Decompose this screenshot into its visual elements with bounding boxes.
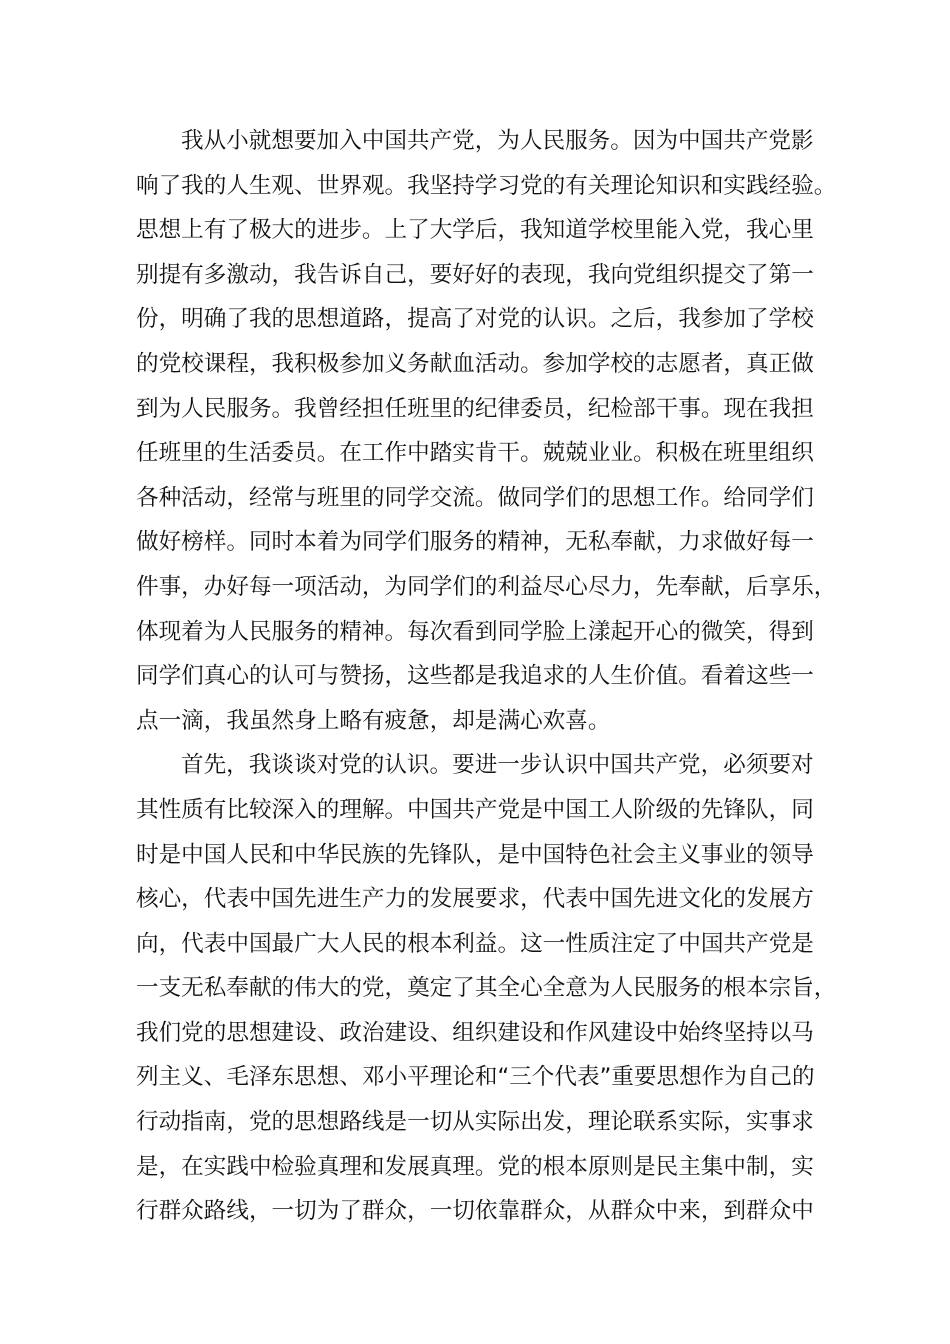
text-line: 其性质有比较深入的理解。中国共产党是中国工人阶级的先锋队，同 [136,796,814,823]
text-line: 我从小就想要加入中国共产党，为人民服务。因为中国共产党影 [181,128,814,154]
text-line: 同学们真心的认可与赞扬，这些都是我追求的人生价值。看着这些一 [136,663,814,690]
text-line: 行动指南，党的思想路线是一切从实际出发，理论联系实际，实事求 [136,1109,814,1136]
text-line: 响了我的人生观、世界观。我坚持学习党的有关理论知识和实践经验。 [136,172,837,199]
text-line: 行群众路线，一切为了群众，一切依靠群众，从群众中来，到群众中 [136,1198,814,1225]
document-body [136,119,837,1234]
text-line: 一支无私奉献的伟大的党，奠定了其全心全意为人民服务的根本宗旨， [136,975,837,1002]
text-line: 向，代表中国最广大人民的根本利益。这一性质注定了中国共产党是 [136,930,814,957]
text-line: 到为人民服务。我曾经担任班里的纪律委员，纪检部干事。现在我担 [136,395,814,422]
text-line: 思想上有了极大的进步。上了大学后，我知道学校里能入党，我心里 [136,217,814,244]
text-line: 体现着为人民服务的精神。每次看到同学脸上漾起开心的微笑，得到 [136,618,814,645]
text-line: 别提有多激动，我告诉自己，要好好的表现，我向党组织提交了第一 [136,261,814,288]
text-line: 我们党的思想建设、政治建设、组织建设和作风建设中始终坚持以马 [136,1019,814,1046]
text-line: 核心，代表中国先进生产力的发展要求，代表中国先进文化的发展方 [136,886,814,913]
text-line: 是，在实践中检验真理和发展真理。党的根本原则是民主集中制，实 [136,1153,814,1180]
text-line: 件事，办好每一项活动，为同学们的利益尽心尽力，先奉献，后享乐， [136,573,837,600]
text-line: 列主义、毛泽东思想、邓小平理论和“三个代表”重要思想作为自己的 [136,1064,815,1091]
paragraph-2 [136,743,837,1234]
text-line: 任班里的生活委员。在工作中踏实肯干。兢兢业业。积极在班里组织 [136,440,814,467]
paragraph-1 [136,119,837,743]
text-line: 点一滴，我虽然身上略有疲惫，却是满心欢喜。 [136,707,611,734]
text-line: 时是中国人民和中华民族的先锋队，是中国特色社会主义事业的领导 [136,841,814,868]
text-line: 份，明确了我的思想道路，提高了对党的认识。之后，我参加了学校 [136,306,814,333]
text-line: 的党校课程，我积极参加义务献血活动。参加学校的志愿者，真正做 [136,350,814,377]
text-line: 首先，我谈谈对党的认识。要进一步认识中国共产党，必须要对 [181,752,814,779]
text-line: 做好榜样。同时本着为同学们服务的精神，无私奉献，力求做好每一 [136,529,814,556]
text-line: 各种活动，经常与班里的同学交流。做同学们的思想工作。给同学们 [136,484,814,511]
